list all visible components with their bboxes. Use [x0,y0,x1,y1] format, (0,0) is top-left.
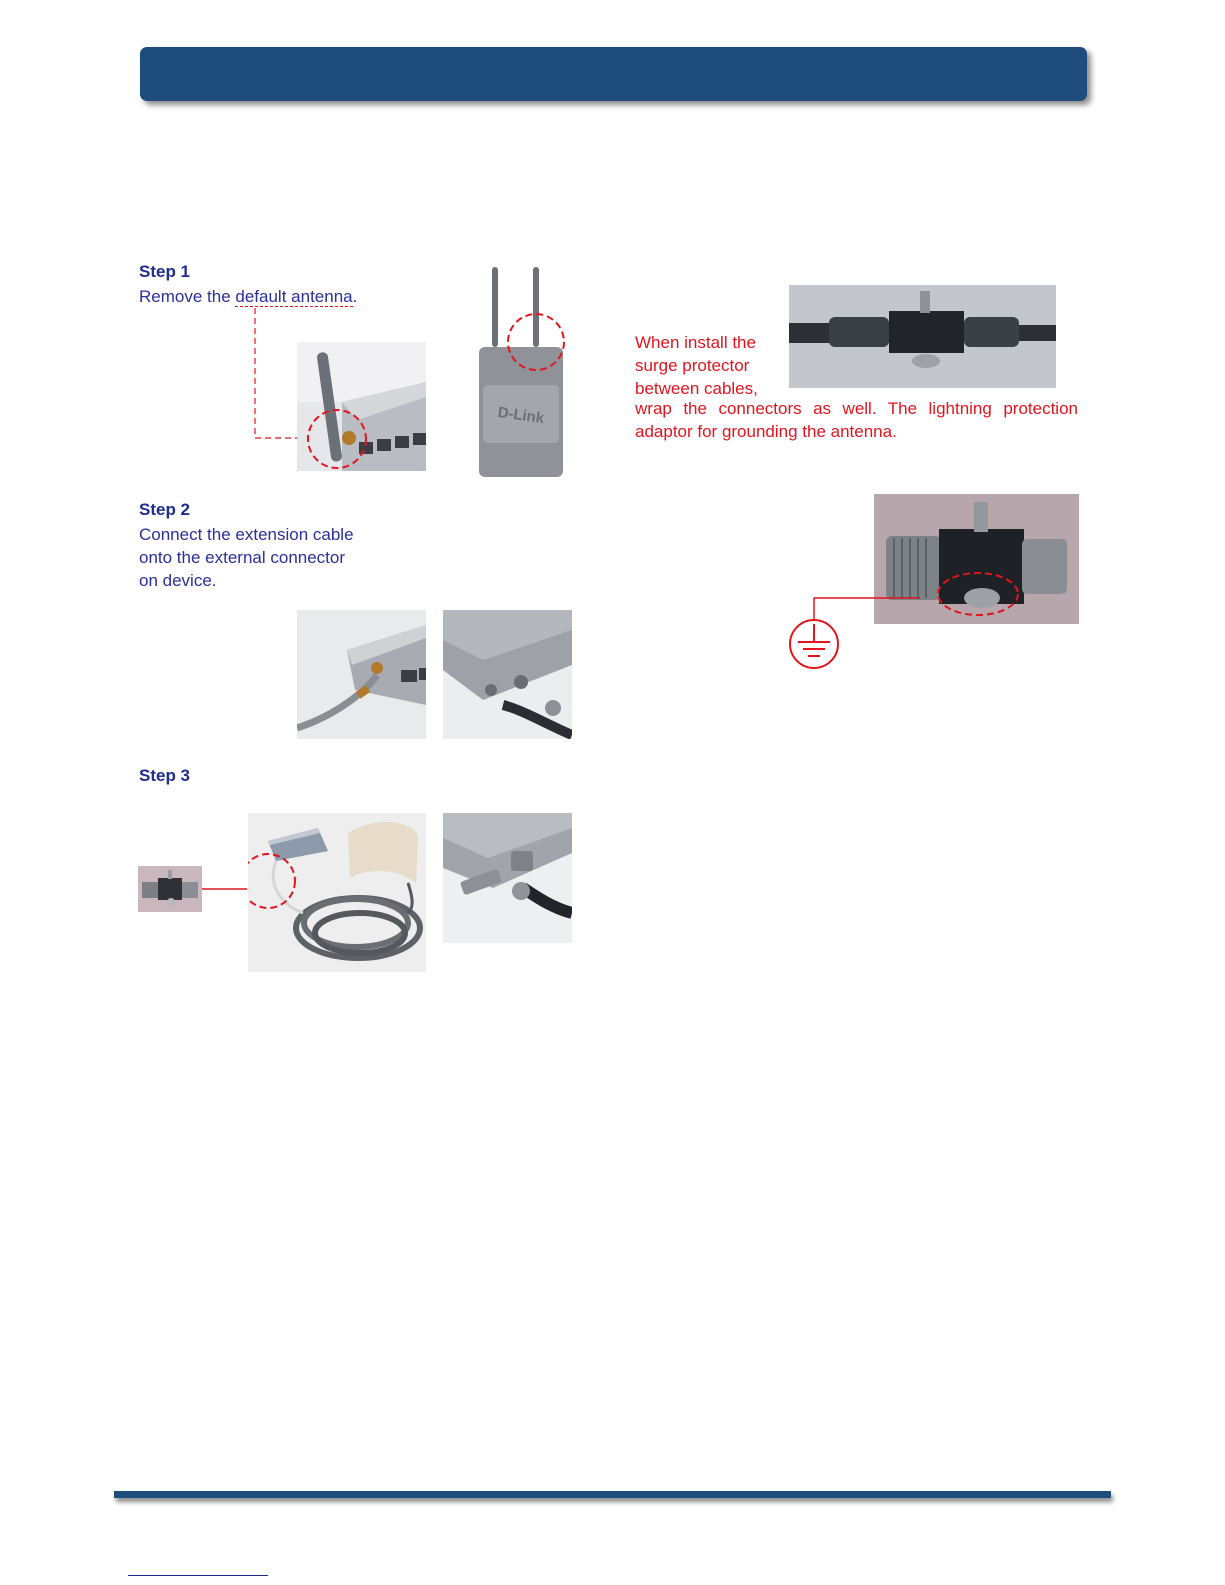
ground-symbol [780,590,980,672]
connector-line-step3 [202,887,247,891]
step1-heading: Step 1 [139,262,191,281]
header-bar [140,47,1087,101]
surge-note-line-5: adaptor for grounding the antenna. [635,422,897,441]
router-logo: D-Link [496,403,546,428]
step2-heading: Step 2 [139,500,191,519]
step2-line-1: Connect the extension cable [139,525,354,544]
step1-text-prefix: Remove the [139,287,236,306]
step3-heading: Step 3 [139,766,191,785]
surge-note-short [635,331,758,400]
ap-surge-photo [443,813,572,943]
step2-line-3: on device. [139,571,217,590]
default-antenna-label: default antenna [235,287,353,306]
footer-bar [114,1491,1111,1498]
access-point-photo [472,265,572,480]
footer-link-underline [128,1575,268,1576]
step1-text-suffix: . [352,287,358,306]
surge-note-line-2: surge protector [635,356,750,375]
router-antenna-photo [297,342,426,471]
router-cable-photo [297,610,426,739]
step2-text [139,523,371,592]
surge-note-line-4: wrap the connectors as well. The lightning protection [635,399,1078,418]
step2-line-2: onto the external connector [139,548,346,567]
surge-protector-thumb [138,866,202,912]
ap-connector-photo [443,610,572,739]
surge-protector-photo [789,285,1056,388]
step1-text [139,285,357,308]
surge-note-line-1: When install the [635,333,756,352]
surge-note-line-3: between cables, [635,379,758,398]
antenna-kit-photo [248,813,426,972]
